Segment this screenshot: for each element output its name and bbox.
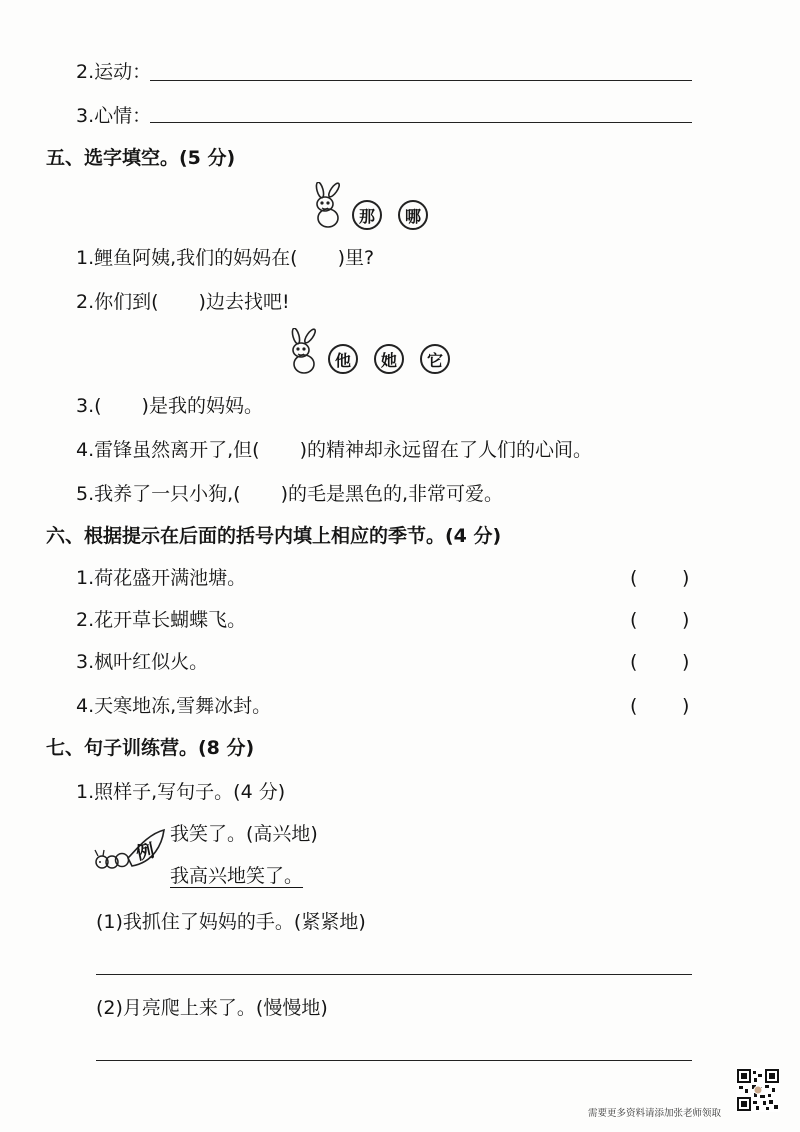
- caterpillar-example-icon: [92, 828, 172, 876]
- part4-item2-answer-line[interactable]: [150, 80, 692, 81]
- part6-item-1-paren-close: ): [682, 567, 690, 589]
- rabbit-icon: [308, 182, 348, 232]
- part5-q5-pre: 5.我养了一只小狗,(: [76, 483, 241, 505]
- part7-task1: (1)我抓住了妈妈的手。(紧紧地): [96, 911, 366, 933]
- part5-q2-post: )边去找吧!: [198, 291, 290, 313]
- part6-item-2-paren-open: (: [630, 609, 638, 631]
- part5-q3-post: )是我的妈妈。: [141, 395, 263, 417]
- part7-task2: (2)月亮爬上来了。(慢慢地): [96, 997, 328, 1019]
- part6-heading: 六、根据提示在后面的括号内填上相应的季节。(4 分): [46, 525, 502, 547]
- footer-note: 需要更多资料请添加张老师领取: [588, 1108, 722, 1119]
- part7-task1-answer-line[interactable]: [96, 974, 692, 975]
- rabbit-icon: [284, 328, 324, 378]
- part4-item2-label: 2.运动：: [76, 61, 152, 83]
- part6-item-3-blank[interactable]: [642, 650, 678, 674]
- part6-item-1: 1.荷花盛开满池塘。: [76, 567, 247, 589]
- part5-q4-post: )的精神却永远留在了人们的心间。: [299, 439, 593, 461]
- part6-item-2: 2.花开草长蝴蝶飞。: [76, 609, 247, 631]
- qr-code-icon: [736, 1068, 780, 1112]
- part5-q4-pre: 4.雷锋虽然离开了,但(: [76, 439, 260, 461]
- part4-item3-answer-line[interactable]: [150, 122, 692, 123]
- part5-q2: [76, 290, 290, 314]
- part7-task2-answer-line[interactable]: [96, 1060, 692, 1061]
- choice-ta-she-circle: 她: [374, 344, 404, 374]
- part6-item-1-blank[interactable]: [642, 566, 678, 590]
- part6-item-1-paren-open: (: [630, 567, 638, 589]
- part6-item-4-paren-open: (: [630, 695, 638, 717]
- part6-item-4-blank[interactable]: [642, 694, 678, 718]
- part5-q1-post: )里?: [337, 247, 375, 269]
- part4-item3-label: 3.心情：: [76, 105, 152, 127]
- part6-item-3: 3.枫叶红似火。: [76, 651, 209, 673]
- example-line-1: 我笑了。(高兴地): [170, 823, 318, 845]
- part7-heading: 七、句子训练营。(8 分): [46, 737, 255, 759]
- part5-q5-post: )的毛是黑色的,非常可爱。: [280, 483, 504, 505]
- part5-q2-pre: 2.你们到(: [76, 291, 159, 313]
- part5-q1-pre: 1.鲤鱼阿姨,我们的妈妈在(: [76, 247, 298, 269]
- part5-q3: [76, 394, 263, 418]
- part6-item-3-paren-close: ): [682, 651, 690, 673]
- choice-ta-it-circle: 它: [420, 344, 450, 374]
- part5-q1: [76, 246, 374, 270]
- part6-item-3-paren-open: (: [630, 651, 638, 673]
- part6-item-2-paren-close: ): [682, 609, 690, 631]
- part6-item-4: 4.天寒地冻,雪舞冰封。: [76, 695, 272, 717]
- choice-na3-circle: 哪: [398, 200, 428, 230]
- choice-na-circle: 那: [352, 200, 382, 230]
- choice-ta-he-circle: 他: [328, 344, 358, 374]
- part5-heading: 五、选字填空。(5 分): [46, 147, 236, 169]
- part7-sub1: 1.照样子,写句子。(4 分): [76, 781, 286, 803]
- part5-q4: [76, 438, 592, 462]
- part6-item-2-blank[interactable]: [642, 608, 678, 632]
- example-line-2: 我高兴地笑了。: [170, 865, 304, 887]
- part5-q5: [76, 482, 503, 506]
- example-badge: 例: [134, 840, 157, 865]
- part6-item-4-paren-close: ): [682, 695, 690, 717]
- part5-q3-pre: 3.(: [76, 395, 102, 417]
